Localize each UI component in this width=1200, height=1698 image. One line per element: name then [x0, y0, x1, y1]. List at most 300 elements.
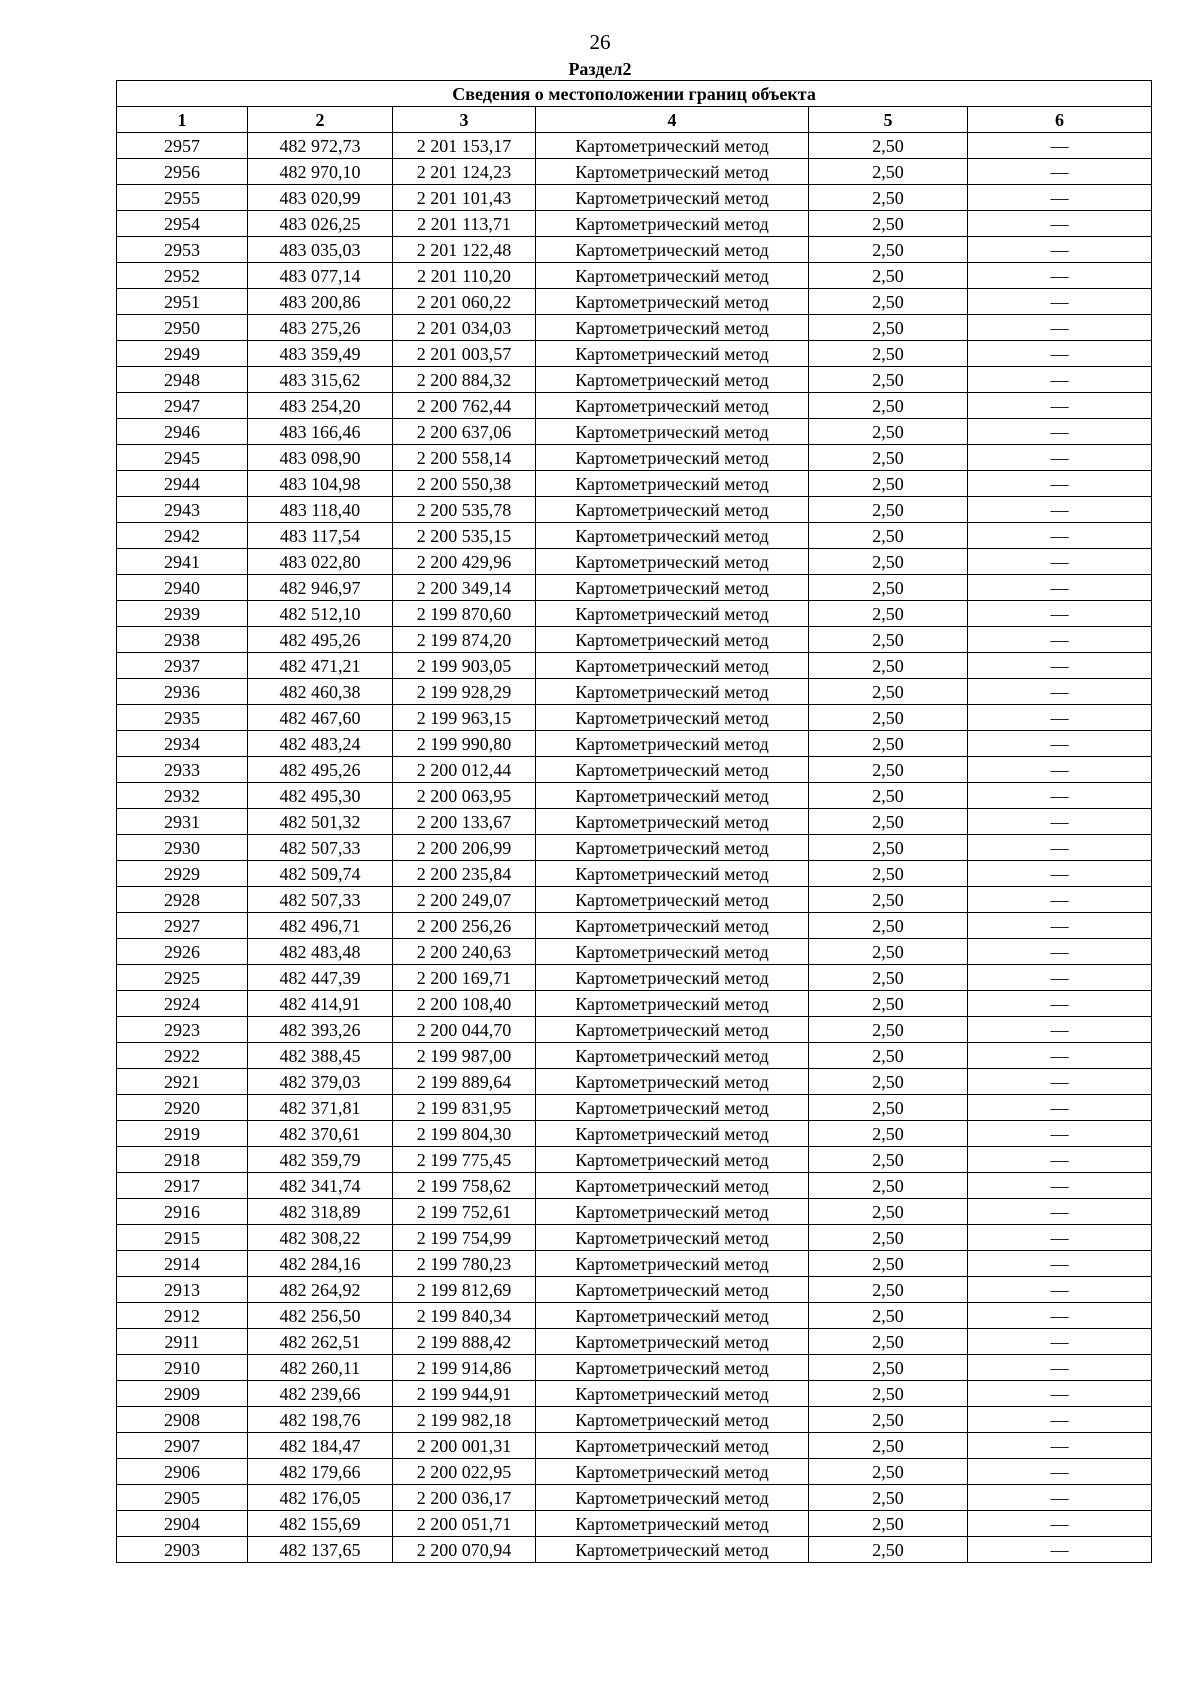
y-coordinate-cell: 2 199 758,62 — [393, 1173, 536, 1199]
table-row — [117, 731, 1152, 757]
accuracy-cell: 2,50 — [809, 575, 968, 601]
table-row — [117, 835, 1152, 861]
x-coordinate-cell: 483 166,46 — [248, 419, 393, 445]
y-coordinate-cell: 2 200 762,44 — [393, 393, 536, 419]
description-cell: — — [968, 1277, 1152, 1303]
table-row — [117, 913, 1152, 939]
description-cell: — — [968, 965, 1152, 991]
table-row — [117, 549, 1152, 575]
point-number-cell: 2951 — [117, 289, 248, 315]
point-number-cell: 2905 — [117, 1485, 248, 1511]
y-coordinate-cell: 2 200 558,14 — [393, 445, 536, 471]
point-number-cell: 2941 — [117, 549, 248, 575]
method-cell: Картометрический метод — [536, 1537, 809, 1563]
point-number-cell: 2922 — [117, 1043, 248, 1069]
method-cell: Картометрический метод — [536, 1199, 809, 1225]
method-cell: Картометрический метод — [536, 1329, 809, 1355]
description-cell: — — [968, 445, 1152, 471]
accuracy-cell: 2,50 — [809, 1329, 968, 1355]
accuracy-cell: 2,50 — [809, 549, 968, 575]
table-row — [117, 1485, 1152, 1511]
accuracy-cell: 2,50 — [809, 757, 968, 783]
description-cell: — — [968, 237, 1152, 263]
accuracy-cell: 2,50 — [809, 133, 968, 159]
y-coordinate-cell: 2 200 108,40 — [393, 991, 536, 1017]
method-cell: Картометрический метод — [536, 1251, 809, 1277]
x-coordinate-cell: 483 026,25 — [248, 211, 393, 237]
y-coordinate-cell: 2 200 249,07 — [393, 887, 536, 913]
section-title: Раздел2 — [568, 59, 632, 79]
y-coordinate-cell: 2 200 070,94 — [393, 1537, 536, 1563]
x-coordinate-cell: 483 098,90 — [248, 445, 393, 471]
accuracy-cell: 2,50 — [809, 1485, 968, 1511]
x-coordinate-cell: 483 117,54 — [248, 523, 393, 549]
accuracy-cell: 2,50 — [809, 1511, 968, 1537]
accuracy-cell: 2,50 — [809, 159, 968, 185]
x-coordinate-cell: 482 198,76 — [248, 1407, 393, 1433]
y-coordinate-cell: 2 199 982,18 — [393, 1407, 536, 1433]
table-header-row — [117, 107, 1152, 133]
method-cell: Картометрический метод — [536, 1069, 809, 1095]
accuracy-cell: 2,50 — [809, 289, 968, 315]
method-cell: Картометрический метод — [536, 627, 809, 653]
method-cell: Картометрический метод — [536, 1147, 809, 1173]
point-number-cell: 2914 — [117, 1251, 248, 1277]
method-cell: Картометрический метод — [536, 679, 809, 705]
accuracy-cell: 2,50 — [809, 1355, 968, 1381]
table-row — [117, 1095, 1152, 1121]
method-cell: Картометрический метод — [536, 783, 809, 809]
x-coordinate-cell: 482 184,47 — [248, 1433, 393, 1459]
y-coordinate-cell: 2 199 928,29 — [393, 679, 536, 705]
method-cell: Картометрический метод — [536, 809, 809, 835]
point-number-cell: 2904 — [117, 1511, 248, 1537]
point-number-cell: 2945 — [117, 445, 248, 471]
table-caption-row — [117, 81, 1152, 107]
y-coordinate-cell: 2 200 550,38 — [393, 471, 536, 497]
description-cell: — — [968, 315, 1152, 341]
x-coordinate-cell: 483 254,20 — [248, 393, 393, 419]
accuracy-cell: 2,50 — [809, 1381, 968, 1407]
accuracy-cell: 2,50 — [809, 1173, 968, 1199]
accuracy-cell: 2,50 — [809, 809, 968, 835]
x-coordinate-cell: 482 496,71 — [248, 913, 393, 939]
table-row — [117, 861, 1152, 887]
method-cell: Картометрический метод — [536, 1043, 809, 1069]
x-coordinate-cell: 482 483,48 — [248, 939, 393, 965]
table-row — [117, 445, 1152, 471]
point-number-cell: 2943 — [117, 497, 248, 523]
accuracy-cell: 2,50 — [809, 471, 968, 497]
table-row — [117, 809, 1152, 835]
accuracy-cell: 2,50 — [809, 315, 968, 341]
y-coordinate-cell: 2 199 888,42 — [393, 1329, 536, 1355]
point-number-cell: 2957 — [117, 133, 248, 159]
description-cell: — — [968, 185, 1152, 211]
description-cell: — — [968, 1433, 1152, 1459]
table-row — [117, 705, 1152, 731]
point-number-cell: 2938 — [117, 627, 248, 653]
accuracy-cell: 2,50 — [809, 237, 968, 263]
description-cell: — — [968, 133, 1152, 159]
description-cell: — — [968, 1017, 1152, 1043]
x-coordinate-cell: 482 260,11 — [248, 1355, 393, 1381]
table-row — [117, 1329, 1152, 1355]
description-cell: — — [968, 679, 1152, 705]
table-row — [117, 367, 1152, 393]
y-coordinate-cell: 2 200 884,32 — [393, 367, 536, 393]
table-row — [117, 575, 1152, 601]
point-number-cell: 2942 — [117, 523, 248, 549]
accuracy-cell: 2,50 — [809, 523, 968, 549]
description-cell: — — [968, 549, 1152, 575]
x-coordinate-cell: 482 471,21 — [248, 653, 393, 679]
accuracy-cell: 2,50 — [809, 185, 968, 211]
accuracy-cell: 2,50 — [809, 419, 968, 445]
method-cell: Картометрический метод — [536, 757, 809, 783]
method-cell: Картометрический метод — [536, 341, 809, 367]
table-row — [117, 783, 1152, 809]
point-number-cell: 2956 — [117, 159, 248, 185]
y-coordinate-cell: 2 201 101,43 — [393, 185, 536, 211]
method-cell: Картометрический метод — [536, 1485, 809, 1511]
accuracy-cell: 2,50 — [809, 627, 968, 653]
method-cell: Картометрический метод — [536, 1017, 809, 1043]
x-coordinate-cell: 482 414,91 — [248, 991, 393, 1017]
accuracy-cell: 2,50 — [809, 939, 968, 965]
description-cell: — — [968, 1303, 1152, 1329]
point-number-cell: 2913 — [117, 1277, 248, 1303]
point-number-cell: 2916 — [117, 1199, 248, 1225]
x-coordinate-cell: 482 370,61 — [248, 1121, 393, 1147]
table-row — [117, 939, 1152, 965]
point-number-cell: 2903 — [117, 1537, 248, 1563]
description-cell: — — [968, 263, 1152, 289]
table-row — [117, 601, 1152, 627]
table-row — [117, 1017, 1152, 1043]
accuracy-cell: 2,50 — [809, 497, 968, 523]
x-coordinate-cell: 482 460,38 — [248, 679, 393, 705]
table-row — [117, 757, 1152, 783]
y-coordinate-cell: 2 199 812,69 — [393, 1277, 536, 1303]
accuracy-cell: 2,50 — [809, 1121, 968, 1147]
description-cell: — — [968, 939, 1152, 965]
x-coordinate-cell: 482 393,26 — [248, 1017, 393, 1043]
point-number-cell: 2954 — [117, 211, 248, 237]
method-cell: Картометрический метод — [536, 315, 809, 341]
y-coordinate-cell: 2 200 256,26 — [393, 913, 536, 939]
point-number-cell: 2947 — [117, 393, 248, 419]
y-coordinate-cell: 2 200 044,70 — [393, 1017, 536, 1043]
y-coordinate-cell: 2 200 535,78 — [393, 497, 536, 523]
method-cell: Картометрический метод — [536, 393, 809, 419]
point-number-cell: 2912 — [117, 1303, 248, 1329]
table-row — [117, 497, 1152, 523]
x-coordinate-cell: 482 507,33 — [248, 835, 393, 861]
table-row — [117, 887, 1152, 913]
method-cell: Картометрический метод — [536, 133, 809, 159]
method-cell: Картометрический метод — [536, 1511, 809, 1537]
description-cell: — — [968, 1511, 1152, 1537]
method-cell: Картометрический метод — [536, 419, 809, 445]
x-coordinate-cell: 482 501,32 — [248, 809, 393, 835]
boundary-coordinates-table — [116, 80, 1152, 1563]
x-coordinate-cell: 483 035,03 — [248, 237, 393, 263]
table-row — [117, 523, 1152, 549]
table-row — [117, 1173, 1152, 1199]
method-cell: Картометрический метод — [536, 523, 809, 549]
x-coordinate-cell: 482 388,45 — [248, 1043, 393, 1069]
table-row — [117, 211, 1152, 237]
point-number-cell: 2917 — [117, 1173, 248, 1199]
point-number-cell: 2925 — [117, 965, 248, 991]
description-cell: — — [968, 601, 1152, 627]
point-number-cell: 2931 — [117, 809, 248, 835]
point-number-cell: 2948 — [117, 367, 248, 393]
y-coordinate-cell: 2 199 903,05 — [393, 653, 536, 679]
accuracy-cell: 2,50 — [809, 1407, 968, 1433]
y-coordinate-cell: 2 201 113,71 — [393, 211, 536, 237]
accuracy-cell: 2,50 — [809, 887, 968, 913]
description-cell: — — [968, 211, 1152, 237]
method-cell: Картометрический метод — [536, 939, 809, 965]
description-cell: — — [968, 835, 1152, 861]
description-cell: — — [968, 783, 1152, 809]
description-cell: — — [968, 809, 1152, 835]
point-number-cell: 2919 — [117, 1121, 248, 1147]
description-cell: — — [968, 1329, 1152, 1355]
point-number-cell: 2909 — [117, 1381, 248, 1407]
point-number-cell: 2915 — [117, 1225, 248, 1251]
method-cell: Картометрический метод — [536, 159, 809, 185]
point-number-cell: 2952 — [117, 263, 248, 289]
description-cell: — — [968, 731, 1152, 757]
accuracy-cell: 2,50 — [809, 783, 968, 809]
y-coordinate-cell: 2 199 990,80 — [393, 731, 536, 757]
point-number-cell: 2932 — [117, 783, 248, 809]
table-row — [117, 627, 1152, 653]
x-coordinate-cell: 482 371,81 — [248, 1095, 393, 1121]
y-coordinate-cell: 2 199 963,15 — [393, 705, 536, 731]
y-coordinate-cell: 2 200 022,95 — [393, 1459, 536, 1485]
y-coordinate-cell: 2 200 240,63 — [393, 939, 536, 965]
description-cell: — — [968, 1147, 1152, 1173]
x-coordinate-cell: 482 379,03 — [248, 1069, 393, 1095]
point-number-cell: 2918 — [117, 1147, 248, 1173]
method-cell: Картометрический метод — [536, 471, 809, 497]
accuracy-cell: 2,50 — [809, 731, 968, 757]
point-number-cell: 2937 — [117, 653, 248, 679]
point-number-cell: 2906 — [117, 1459, 248, 1485]
x-coordinate-cell: 482 495,26 — [248, 757, 393, 783]
y-coordinate-cell: 2 201 034,03 — [393, 315, 536, 341]
method-cell: Картометрический метод — [536, 237, 809, 263]
accuracy-cell: 2,50 — [809, 913, 968, 939]
method-cell: Картометрический метод — [536, 1225, 809, 1251]
point-number-cell: 2911 — [117, 1329, 248, 1355]
x-coordinate-cell: 482 359,79 — [248, 1147, 393, 1173]
table-row — [117, 237, 1152, 263]
accuracy-cell: 2,50 — [809, 601, 968, 627]
table-row — [117, 159, 1152, 185]
y-coordinate-cell: 2 201 122,48 — [393, 237, 536, 263]
method-cell: Картометрический метод — [536, 1303, 809, 1329]
y-coordinate-cell: 2 200 133,67 — [393, 809, 536, 835]
y-coordinate-cell: 2 201 060,22 — [393, 289, 536, 315]
point-number-cell: 2908 — [117, 1407, 248, 1433]
table-row — [117, 185, 1152, 211]
accuracy-cell: 2,50 — [809, 1043, 968, 1069]
method-cell: Картометрический метод — [536, 1381, 809, 1407]
accuracy-cell: 2,50 — [809, 445, 968, 471]
accuracy-cell: 2,50 — [809, 1069, 968, 1095]
table-row — [117, 1355, 1152, 1381]
table-row — [117, 1537, 1152, 1563]
table-row — [117, 1225, 1152, 1251]
point-number-cell: 2940 — [117, 575, 248, 601]
table-row — [117, 1277, 1152, 1303]
point-number-cell: 2934 — [117, 731, 248, 757]
x-coordinate-cell: 482 155,69 — [248, 1511, 393, 1537]
y-coordinate-cell: 2 200 036,17 — [393, 1485, 536, 1511]
method-cell: Картометрический метод — [536, 1407, 809, 1433]
method-cell: Картометрический метод — [536, 835, 809, 861]
method-cell: Картометрический метод — [536, 445, 809, 471]
table-row — [117, 653, 1152, 679]
x-coordinate-cell: 483 275,26 — [248, 315, 393, 341]
point-number-cell: 2944 — [117, 471, 248, 497]
accuracy-cell: 2,50 — [809, 1017, 968, 1043]
y-coordinate-cell: 2 199 840,34 — [393, 1303, 536, 1329]
table-row — [117, 471, 1152, 497]
point-number-cell: 2923 — [117, 1017, 248, 1043]
y-coordinate-cell: 2 201 110,20 — [393, 263, 536, 289]
method-cell: Картометрический метод — [536, 913, 809, 939]
accuracy-cell: 2,50 — [809, 1303, 968, 1329]
description-cell: — — [968, 991, 1152, 1017]
table-row — [117, 1069, 1152, 1095]
column-header: 6 — [968, 107, 1152, 133]
y-coordinate-cell: 2 199 780,23 — [393, 1251, 536, 1277]
column-header: 4 — [536, 107, 809, 133]
x-coordinate-cell: 482 447,39 — [248, 965, 393, 991]
y-coordinate-cell: 2 200 535,15 — [393, 523, 536, 549]
y-coordinate-cell: 2 200 051,71 — [393, 1511, 536, 1537]
description-cell: — — [968, 1121, 1152, 1147]
method-cell: Картометрический метод — [536, 1121, 809, 1147]
method-cell: Картометрический метод — [536, 1095, 809, 1121]
x-coordinate-cell: 482 509,74 — [248, 861, 393, 887]
y-coordinate-cell: 2 200 349,14 — [393, 575, 536, 601]
method-cell: Картометрический метод — [536, 497, 809, 523]
point-number-cell: 2930 — [117, 835, 248, 861]
point-number-cell: 2946 — [117, 419, 248, 445]
y-coordinate-cell: 2 200 429,96 — [393, 549, 536, 575]
accuracy-cell: 2,50 — [809, 263, 968, 289]
accuracy-cell: 2,50 — [809, 835, 968, 861]
method-cell: Картометрический метод — [536, 263, 809, 289]
x-coordinate-cell: 483 077,14 — [248, 263, 393, 289]
table-row — [117, 1251, 1152, 1277]
method-cell: Картометрический метод — [536, 289, 809, 315]
point-number-cell: 2929 — [117, 861, 248, 887]
column-header: 5 — [809, 107, 968, 133]
description-cell: — — [968, 1459, 1152, 1485]
point-number-cell: 2927 — [117, 913, 248, 939]
accuracy-cell: 2,50 — [809, 1459, 968, 1485]
description-cell: — — [968, 757, 1152, 783]
y-coordinate-cell: 2 201 124,23 — [393, 159, 536, 185]
x-coordinate-cell: 483 104,98 — [248, 471, 393, 497]
accuracy-cell: 2,50 — [809, 1537, 968, 1563]
description-cell: — — [968, 1355, 1152, 1381]
table-row — [117, 1407, 1152, 1433]
table-row — [117, 289, 1152, 315]
method-cell: Картометрический метод — [536, 965, 809, 991]
y-coordinate-cell: 2 199 754,99 — [393, 1225, 536, 1251]
table-caption: Сведения о местоположении границ объекта — [117, 81, 1152, 107]
table-row — [117, 315, 1152, 341]
table-row — [117, 1043, 1152, 1069]
y-coordinate-cell: 2 201 153,17 — [393, 133, 536, 159]
description-cell: — — [968, 497, 1152, 523]
column-header: 2 — [248, 107, 393, 133]
x-coordinate-cell: 483 022,80 — [248, 549, 393, 575]
x-coordinate-cell: 482 507,33 — [248, 887, 393, 913]
point-number-cell: 2928 — [117, 887, 248, 913]
accuracy-cell: 2,50 — [809, 861, 968, 887]
table-row — [117, 393, 1152, 419]
x-coordinate-cell: 483 315,62 — [248, 367, 393, 393]
accuracy-cell: 2,50 — [809, 1251, 968, 1277]
description-cell: — — [968, 627, 1152, 653]
point-number-cell: 2924 — [117, 991, 248, 1017]
description-cell: — — [968, 289, 1152, 315]
y-coordinate-cell: 2 199 914,86 — [393, 1355, 536, 1381]
x-coordinate-cell: 482 264,92 — [248, 1277, 393, 1303]
method-cell: Картометрический метод — [536, 705, 809, 731]
table-row — [117, 1433, 1152, 1459]
accuracy-cell: 2,50 — [809, 1095, 968, 1121]
method-cell: Картометрический метод — [536, 861, 809, 887]
point-number-cell: 2950 — [117, 315, 248, 341]
point-number-cell: 2936 — [117, 679, 248, 705]
description-cell: — — [968, 523, 1152, 549]
y-coordinate-cell: 2 199 944,91 — [393, 1381, 536, 1407]
x-coordinate-cell: 483 359,49 — [248, 341, 393, 367]
method-cell: Картометрический метод — [536, 1459, 809, 1485]
y-coordinate-cell: 2 200 063,95 — [393, 783, 536, 809]
table-row — [117, 1459, 1152, 1485]
y-coordinate-cell: 2 199 874,20 — [393, 627, 536, 653]
description-cell: — — [968, 1173, 1152, 1199]
accuracy-cell: 2,50 — [809, 1225, 968, 1251]
x-coordinate-cell: 482 495,26 — [248, 627, 393, 653]
table-row — [117, 419, 1152, 445]
method-cell: Картометрический метод — [536, 549, 809, 575]
x-coordinate-cell: 482 495,30 — [248, 783, 393, 809]
point-number-cell: 2939 — [117, 601, 248, 627]
point-number-cell: 2921 — [117, 1069, 248, 1095]
table-row — [117, 133, 1152, 159]
point-number-cell: 2955 — [117, 185, 248, 211]
x-coordinate-cell: 483 020,99 — [248, 185, 393, 211]
description-cell: — — [968, 1069, 1152, 1095]
accuracy-cell: 2,50 — [809, 1277, 968, 1303]
description-cell: — — [968, 653, 1152, 679]
y-coordinate-cell: 2 199 804,30 — [393, 1121, 536, 1147]
x-coordinate-cell: 482 512,10 — [248, 601, 393, 627]
